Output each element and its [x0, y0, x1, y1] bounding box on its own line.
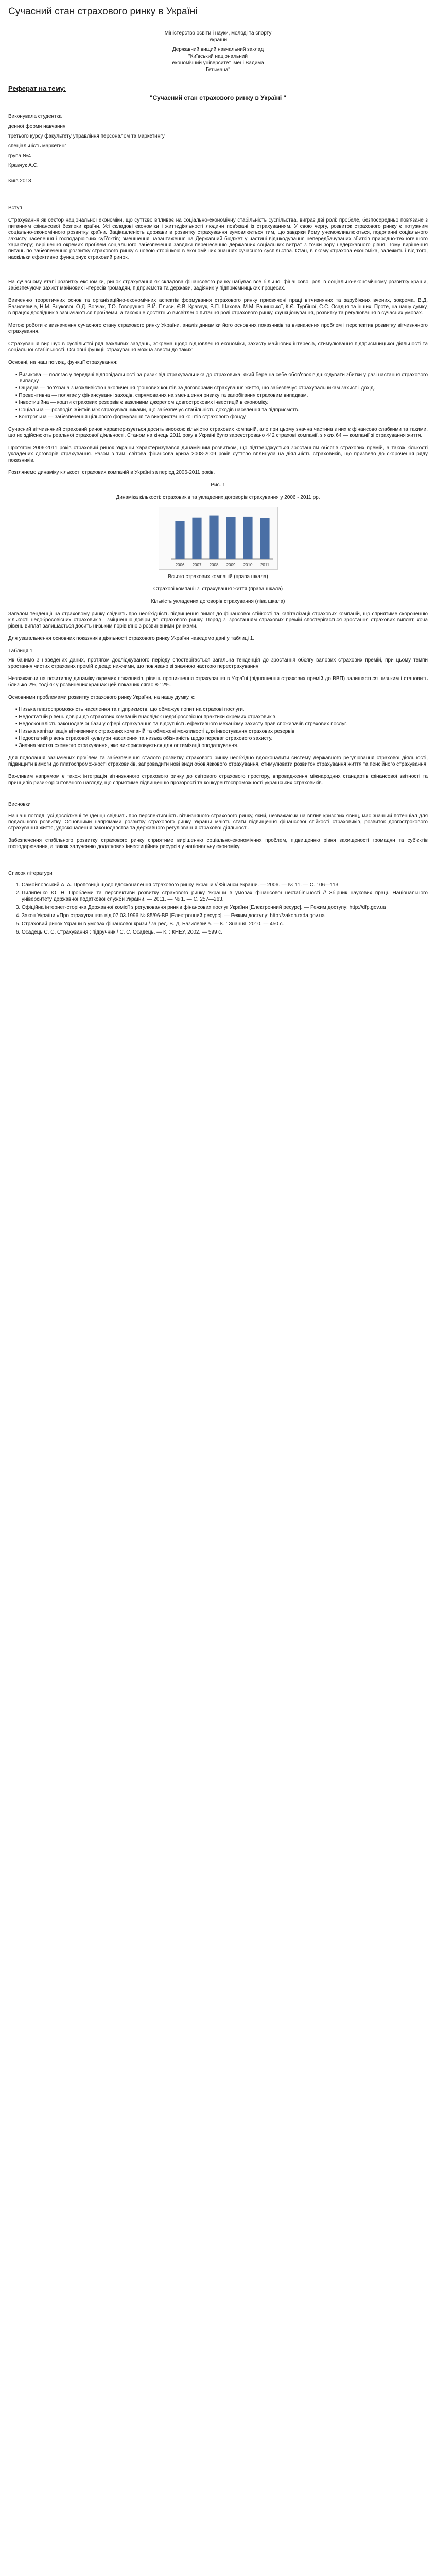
problems-list [8, 707, 428, 749]
intro-heading: Вступ [8, 205, 22, 211]
body-paragraph: Вивченню теоретичних основ та організаційно-економічних аспектів формування страхового ринку присвячені праці вітчизняних та зарубіжних вчених, зокрема, В.Д. Базилевича, Н.М. Внукової, О.Д. Вовчак, Т.О. Говорушко, В.Й. Плиси, Є.В. Кравчук, В.П. Шахова, М.М. Рачинської, К.Є. Турбіної, С.С. Осадця та інших. Проте, на нашу думку, в працях дослідників зазначаються проблеми, а також не достатньо висвітлено питання ролі страхового ринку, функціонування, розвитку та регулювання в сучасних умовах. [8, 298, 428, 316]
chart-bar-2009 [226, 517, 235, 559]
body-paragraph: Розглянемо динаміку кількості страхових компаній в Україні за період 2006-2011 років. [8, 470, 215, 476]
ministry-block [8, 30, 428, 73]
list-item: ▪ Низька платоспроможність населення та підприємств, що обмежує попит на страхові послуги. [8, 707, 428, 713]
meta-line: Кравчук А.С. [8, 163, 39, 168]
meta-line: група №4 [8, 153, 31, 159]
page [0, 0, 436, 953]
sources-list [8, 882, 428, 936]
body-paragraph: Страхування вирішує в суспільстві ряд важливих завдань, зокрема щодо відновлення економіки, захисту майнових інтересів, стимулювання підприємницької діяльності та соціальної стабільності. Основні функції страхування можна звести до таких: [8, 341, 428, 353]
source-item: 4. Закон України «Про страхування» від 07.03.1996 № 85/96-ВР [Електронний ресурс]. — Режим доступу: http://zakon.rada.gov.ua [22, 913, 428, 919]
x-tick-label: 2007 [192, 563, 201, 567]
x-tick-label: 2010 [243, 563, 252, 567]
chart-legend-entry: Кількість укладених договорів страхування (ліва шкала) [151, 599, 285, 604]
meta-line: третього курсу факультету управління персоналом та маркетингу [8, 133, 165, 139]
meta-block [8, 113, 428, 169]
chart-bar-2008 [209, 516, 218, 559]
list-item: ▪ Низька капіталізація вітчизняних страхових компаній та обмежені можливості для інвестування страхових резервів. [8, 728, 428, 735]
chart-legend-entry: Страхові компанії зі страхування життя (права шкала) [153, 586, 283, 592]
list-item: ▪ Ризикова — полягає у передачі відповідальності за ризик від страхувальника до страховика, який бере на себе обов'язок відшкодувати збитки у разі настання страхового випадку. [8, 372, 428, 384]
source-item: 6. Осадець С. С. Страхування : підручник / С. С. Осадець. — К. : КНЕУ, 2002. — 599 с. [22, 929, 428, 936]
body-paragraph: Метою роботи є визначення сучасного стану страхового ринку України, аналіз динаміки його основних показників та визначення проблем і перспектив розвитку вітчизняного страхування. [8, 323, 428, 334]
body-paragraph: Основними проблемами розвитку страхового ринку України, на нашу думку, є: [8, 694, 196, 700]
chart-title: Динаміка кількості: страховиків та укладених договорів страхування у 2006 - 2011 рр. [116, 495, 320, 500]
intro-paragraph: Страхування як сектор національної економіки, що суттєво впливає на соціально-економічну стабільність суспільства, виграє дві ролі: пробеле, безпосередньо пов'язане з питанням фінансової безпеки країни. Усі складові економіки і життєдіяльності людини пов'язані із страхуванням. У свою чергу, розвиток страхового ринку є потужним соціально-економічного розвитку країни. Зацікавленість держави в розвитку страхування зумовлюється тим, що завдяки йому унеможливлюються, подоланні соціального захисту населення і господарюючих суб'єктів; зменшення навантаження на Державний бюджет у частині відшкодування непередбачуваних збитків природно-техногенного характеру; вирішення окремих проблем соціального забезпечення завдяки перенесенню державних соціальних витрат з точки зору недержавного рівня. Тому вирішення питань по забезпеченню розвитку страхового ринку є новою сторінкою в економічних знаннях сучасного суспільства. Стан, в якому страхова економіка, залежить і від того, наскільки ефективно функціонує страховий ринок. [8, 217, 428, 260]
list-item: ▪ Інвестиційна — кошти страхових резервів є важливим джерелом довгострокових інвестицій в економіку. [8, 400, 428, 406]
conclusion-heading: Висновки [8, 802, 31, 807]
list-item: ▪ Контрольна — забезпечення цільового формування та використання коштів страхового фонду. [8, 414, 428, 420]
ministry-line: Державний вищий навчальний заклад [172, 47, 264, 53]
referat-topic: "Сучасний стан страхового ринку в Україні " [149, 94, 287, 101]
functions-list [8, 372, 428, 420]
chart-bar-2010 [243, 517, 252, 559]
chart-svg [159, 507, 277, 569]
referat-label: Реферат на тему: [8, 84, 66, 92]
chart-caption: Рис. 1 [211, 482, 225, 488]
ministry-line: Міністерство освіти і науки, молоді та спорту [164, 30, 272, 36]
x-tick-label: 2008 [209, 563, 218, 567]
meta-line: спеціальність маркетинг [8, 143, 66, 149]
list-item: ▪ Превентивна — полягає у фінансуванні заходів, спрямованих на зменшення ризику та запобігання страховим випадкам. [8, 393, 428, 399]
x-tick-label: 2009 [226, 563, 235, 567]
source-item: 1. Самойловський А. А. Пропозиції щодо вдосконалення страхового ринку України // Фінанси України. — 2006. — № 11. — С. 106—113. [22, 882, 428, 888]
ministry-line: України [208, 37, 228, 43]
source-item: 3. Офіційна інтернет-сторінка Державної комісії з регулювання ринків фінансових послуг України [Електронний ресурс]. — Режим доступу: http://dfp.gov.ua [22, 905, 428, 911]
list-item: ▪ Недостатній рівень страхової культури населення та низька обізнаність щодо переваг страхового захисту. [8, 736, 428, 742]
x-tick-label: 2011 [260, 563, 269, 567]
list-item: ▪ Значна частка схемного страхування, яке використовується для оптимізації оподаткування. [8, 743, 428, 749]
chart [159, 507, 278, 570]
list-item: ▪ Недосконалість законодавчої бази у сфері страхування та відсутність ефективного механізму захисту прав споживачів страхових послуг. [8, 721, 428, 727]
page-title: Сучасний стан страхового ринку в Україні [8, 6, 198, 17]
ministry-line: Гетьмана" [206, 67, 230, 73]
chart-bar-2006 [175, 521, 184, 559]
body-paragraph: Для подолання зазначених проблем та забезпечення сталого розвитку страхового ринку необхідно вдосконалити систему державного регулювання страхової діяльності, підвищити вимоги до платоспроможності страховиків, запровадити нові види обов'язкового страхування, стимулювати розвиток страхування життя та пенсійного страхування. [8, 755, 428, 767]
chart-legend-entry: Всього страхових компаній (права шкала) [168, 574, 268, 580]
table-label: Таблиця 1 [8, 648, 33, 654]
meta-line: денної форми навчання [8, 124, 66, 129]
source-item: 5. Страховий ринок України в умовах фінансової кризи / за ред. В. Д. Базилевича. — К. : Знання, 2010. — 450 с. [22, 921, 428, 927]
body-paragraph: На сучасному етапі розвитку економіки, ринок страхування як складова фінансового ринку набуває все більшої фінансової ролі в соціально-економічному розвитку країни, забезпечуючи захист майнових інтересів громадян, підприємств та держави, задіяних у підприємницьких процесах. [8, 279, 428, 291]
list-item: ▪ Ощадна — пов'язана з можливістю накопичення грошових коштів за договорами страхування життя, що забезпечує страхувальникам захист і дохід. [8, 385, 428, 392]
source-item: 2. Пилипенко Ю. Н. Проблеми та перспективи розвитку страхового ринку України в умовах фінансової нестабільності // Збірник наукових праць Національного університету державної податкової служби України. — 2011. — № 1. — С. 257—263. [22, 890, 428, 903]
list-item: ▪ Недостатній рівень довіри до страхових компаній внаслідок недобросовісної практики окремих страховиків. [8, 714, 428, 720]
body-paragraph: Важливим напрямом є також інтеграція вітчизняного страхового ринку до світового страхового простору, впровадження міжнародних стандартів фінансової звітності та принципів ризик-орієнтованого нагляду, що сприятиме підвищенню прозорості та конкурентоспроможності українських страховиків. [8, 774, 428, 786]
meta-line: Виконувала студентка [8, 114, 62, 120]
body-paragraph: Як бачимо з наведених даних, протягом досліджуваного періоду спостерігається загальна тенденція до зростання обсягу валових страхових премій, при цьому темпи зростання чистих страхових премій є дещо нижчими, що пов'язано зі значною часткою перестрахування. [8, 657, 428, 669]
city-year: Київ 2013 [8, 178, 31, 184]
body-paragraph: Загалом тенденції на страховому ринку свідчать про необхідність підвищення вимог до фінансової стійкості та капіталізації страхових компаній, що сприятиме скороченню кількості недобросовісних страховиків і зміцненню довіри до страхового ринку. Поряд зі зростанням страхових премій спостерігається зростання страхових виплат, хоча рівень виплат залишається досить низьким порівняно з розвиненими ринками. [8, 611, 428, 629]
body-paragraph: Для узагальнення основних показників діяльності страхового ринку України наведемо дані у таблиці 1. [8, 636, 255, 641]
ministry-line: економічний університет імені Вадима [172, 60, 264, 66]
body-paragraph: Протягом 2006-2011 років страховий ринок України характеризувався динамічним розвитком, що підтверджується зростанням обсягів страхових премій, а також кількості укладених договорів страхування. Разом з тим, світова фінансова криза 2008-2009 років суттєво вплинула на діяльність страховиків, що призвело до скорочення ряду показників. [8, 445, 428, 463]
conclusion-paragraph: Забезпечення стабільного розвитку страхового ринку сприятиме вирішенню соціально-економічних проблем, підвищенню рівня захищеності громадян та суб'єктів господарювання, а також залученню додаткових інвестиційних ресурсів у національну економіку. [8, 838, 428, 850]
sources-heading: Список літератури [8, 871, 53, 876]
ministry-line: "Київський національний [188, 54, 248, 59]
body-paragraph: Сучасний вітчизняний страховий ринок характеризується досить високою кількістю страхових компаній, але при цьому значна частина з них є фінансово слабкими та такими, що не здійснюють реальної страхової діяльності. Станом на кінець 2011 року в Україні було зареєстровано 442 страхові компанії, з яких 64 — компанії зі страхування життя. [8, 427, 428, 438]
chart-bar-2007 [192, 518, 201, 559]
x-tick-label: 2006 [175, 563, 184, 567]
conclusion-paragraph: На наш погляд, усі досліджені тенденції свідчать про перспективність вітчизняного страхового ринку, який, незважаючи на вплив кризових явищ, має значний потенціал для подальшого розвитку. Основними напрямами розвитку страхового ринку України мають стати підвищення фінансової стійкості страховиків, розвиток довгострокового страхування життя, удосконалення законодавства та державного регулювання страхової діяльності. [8, 813, 428, 831]
chart-bar-2011 [260, 518, 269, 559]
list-item: ▪ Соціальна — розподіл збитків між страхувальниками, що забезпечує стабільність доходів населення та підприємств. [8, 407, 428, 413]
body-paragraph: Незважаючи на позитивну динаміку окремих показників, рівень проникнення страхування в Україні (відношення страхових премій до ВВП) залишається низьким і становить близько 2%, тоді як у розвинених країнах цей показник сягає 8-12%. [8, 676, 428, 688]
functions-intro: Основні, на наш погляд, функції страхування: [8, 360, 118, 365]
